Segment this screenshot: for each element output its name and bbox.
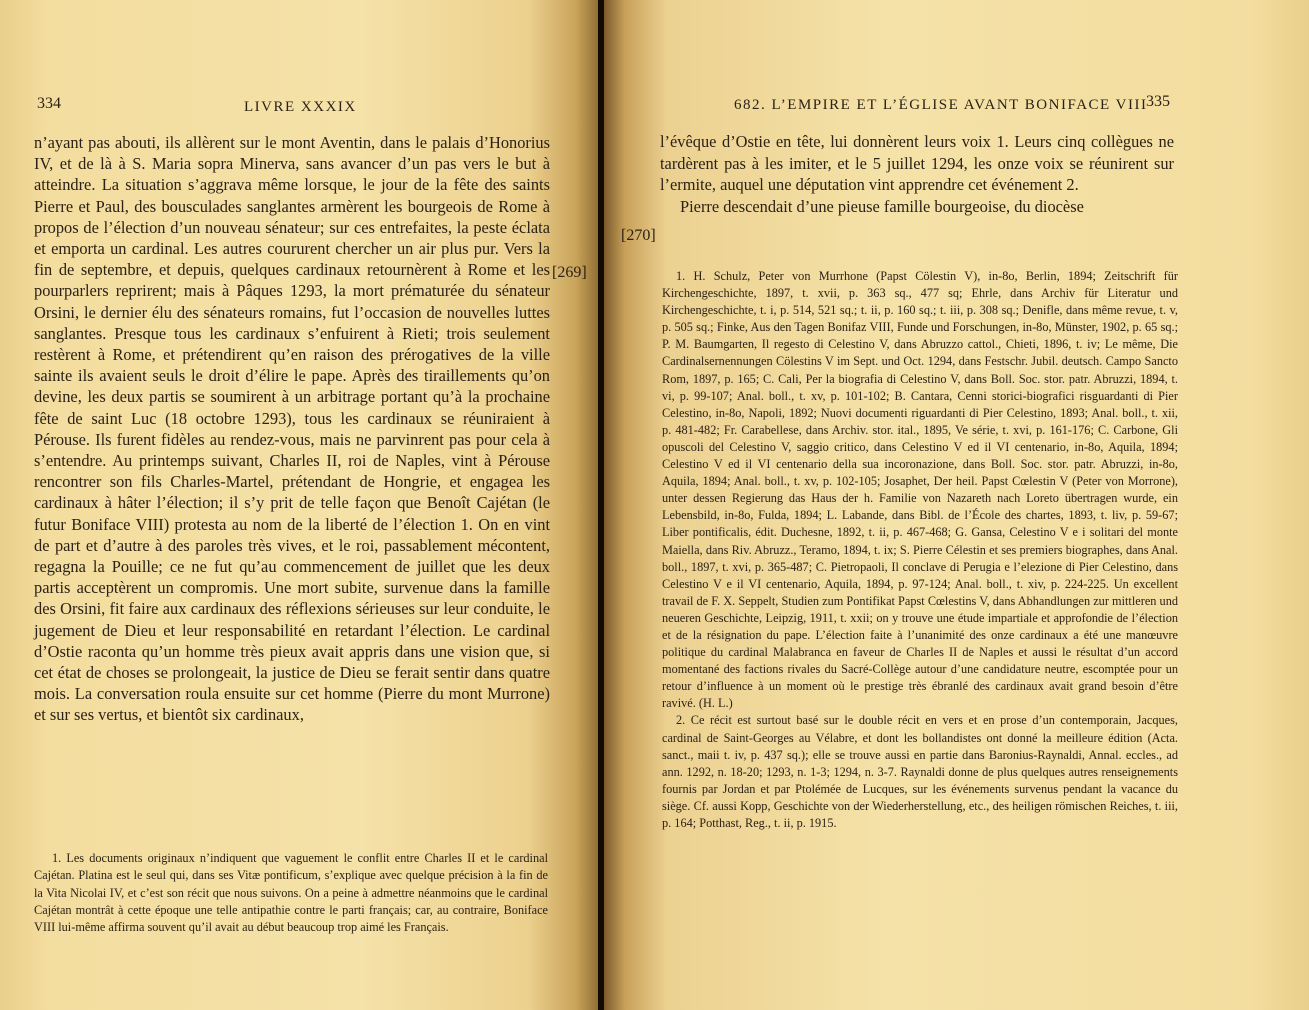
footnote: 2. Ce récit est surtout basé sur le double récit en vers et en prose d’un contemporain, Jacques, cardinal de Saint-Georges au Vélabre, et dont les bollandistes ont donné la meilleure édition (Acta. sanct., maii t. iv, p. 437 sq.); elle se trouve aussi en partie dans Baronius-Raynaldi, Annal. eccles., ad ann. 1292, n. 18-20; 1293, n. 1-3; 1294, n. 3-7. Raynaldi donne de plus quelques autres renseignements fournis par Jordan et par Ptolémée de Lucques, sur les événements survenus pendant la vacance du siège. Cf. aussi Kopp, Geschichte von der Wiederherstellung, etc., des heiligen römischen Reiches, t. iii, p. 164; Potthast, Reg., t. ii, p. 1915. [662,713,1178,830]
running-head: LIVRE XXXIX [244,99,357,115]
margin-note: [269] [552,264,587,281]
page-number: 335 [1146,93,1170,110]
body-paragraph: Pierre descendait d’une pieuse famille bourgeoise, du diocèse [680,196,1084,216]
footnote: 1. H. Schulz, Peter von Murrhone (Papst Cölestin V), in-8o, Berlin, 1894; Zeitschrift für Kirchengeschichte, 1897, t. xvii, p. 363 sq., 477 sq; Ehrle, dans Archiv für Literatur und Kirchengeschichte, t. i, p. 514, 521 sq.; t. ii, p. 160 sq.; t. iii, p. 308 sq.; Denifle, dans même revue, t. v, p. 505 sq.; Finke, Aus den Tagen Bonifaz VIII, Funde und Forschungen, in-8o, Münster, 1902, p. 65 sq.; P. M. Baumgarten, Il regesto di Celestino V, dans Abruzzo cattol., Chieti, 1896, t. iv; Le même, Die Cardinalsernennungen Cölestins V im Sept. und Oct. 1294, dans Festschr. Jubil. deutsch. Campo Sancto Rom, 1897, p. 165; C. Cali, Per la biografia di Celestino V, dans Boll. Soc. stor. patr. Abruzzi, 1894, t. vi, p. 99-107; Anal. boll., t. xv, p. 101-102; B. Cantara, Cenni storici-biografici risguardanti di Pier Celestino, in-8o, Napoli, 1892; Nuovi documenti riguardanti di Pier Celestino, 1893; Anal. boll., t. xii, p. 481-482; Fr. Carabellese, dans Archiv. stor. ital., 1895, Ve série, t. xvi, p. 161-176; C. Carbone, Gli opuscoli del Celestino V, saggio critico, dans Celestino V ed il VI centenario, in-8o, Aquila, 1894; Celestino V ed il VI centenario della sua incoronazione, dans Boll. Soc. stor. patr. Abruzzi, in-8o, Aquila, 1894; Anal. boll., t. xv, p. 102-105; Josaphet, Der heil. Papst Cœlestin V (Peter von Morrone), unter dessen Regierung das Haus der h. Familie von Nazareth nach Loreto übertragen wurde, ein Lebensbild, in-8o, Fulda, 1894; L. Labande, dans Bibl. de l’École des chartes, 1893, t. liv, p. 59-67; Liber pontificalis, édit. Duchesne, 1892, t. ii, p. 467-468; G. Gansa, Celestino V e i solitari del monte Maiella, dans Riv. Abruzz., Teramo, 1894, t. ix; S. Pierre Célestin et ses premiers biographes, dans Anal. boll., 1897, t. xvi, p. 365-487; C. Pietropaoli, Il conclave di Perugia e l’elezione di Pier Celestino, dans Celestino V e il VI centenario, Aquila, 1894, p. 97-124; Anal. boll., t. xiv, p. 224-225. Un excellent travail de F. X. Seppelt, Studien zum Pontifikat Papst Cœlestins V, dans Abhandlungen zur mittleren und neueren Geschichte, Leipzig, 1911, t. xxii; on y trouve une étude impartiale et approfondie de l’élection et de la résignation du pape. L’élection faite à l’unanimité des onze cardinaux a été une manœuvre politique du cardinal Malabranca en faveur de Charles II de Naples et aussi le résultat d’un accord momentané des factions rivales du Sacré-Collège autour d’une candidature neutre, escomptée pour un retour d’influence à un moment où le prestige très ébranlé des cardinaux avait grand besoin d’être ravivé. (H. L.) [662,269,1178,711]
body-text [660,131,1174,217]
body-paragraph: l’évêque d’Ostie en tête, lui donnèrent leurs voix 1. Leurs cinq collègues ne tardèrent pas à les imiter, et le 5 juillet 1294, les onze voix se réunirent sur l’ermite, auquel une députation vint apprendre cet événement 2. [660,132,1174,195]
running-head: 682. L’EMPIRE ET L’ÉGLISE AVANT BONIFACE VIII [734,97,1148,113]
page-number: 334 [37,95,61,112]
body-paragraph: n’ayant pas abouti, ils allèrent sur le mont Aventin, dans le palais d’Honorius IV, et de là à S. Maria sopra Minerva, sans avancer d’un pas vers le but à atteindre. La situation s’aggrava même lorsque, le jour de la fête des saints Pierre et Paul, des bousculades sanglantes armèrent les bourgeois de Rome à propos de l’élection d’un nouveau sénateur; sur ces entrefaites, la peste éclata et emporta un cardinal. Les autres coururent chercher un air plus pur. Vers la fin de septembre, et depuis, quelques cardinaux retournèrent à Rome et les pourparlers reprirent; mais à Pâques 1293, la mort prématurée du sénateur Orsini, le dernier élu des sénateurs romains, fut l’occasion de nouvelles luttes sanglantes. Presque tous les cardinaux s’enfuirent à Rieti; trois seulement restèrent à Rome, et prétendirent qu’en raison des prérogatives de la ville sainte ils avaient seuls le droit d’élire le pape. Après des tiraillements qu’on devine, les deux partis se soumirent à un arbitrage portant qu’à la prochaine fête de saint Luc (18 octobre 1293), tous les cardinaux se réuniraient à Pérouse. Ils furent fidèles au rendez-vous, mais ne parvinrent pas pour cela à s’entendre. Au printemps suivant, Charles II, roi de Naples, vint à Pérouse rencontrer son fils Charles-Martel, prétendant de Hongrie, et engagea les cardinaux à hâter l’élection; il s’y prit de telle façon que Benoît Cajétan (le futur Boniface VIII) protesta au nom de la liberté de l’élection 1. On en vint de part et d’autre à des paroles très vives, et le roi, passablement mécontent, regagna la Pouille; ce ne fut qu’au commencement de juillet que les deux partis acceptèrent un compromis. Une mort subite, survenue dans la famille des Orsini, fit faire aux cardinaux des réflexions sérieuses sur leur conduite, le jugement de Dieu et leur responsabilité en retardant l’élection. Le cardinal d’Ostie raconta qu’un homme très pieux avait appris dans une vision que, si cet état de choses se prolongeait, la justice de Dieu se ferait sentir dans quatre mois. La conversation roula ensuite sur cet homme (Pierre du mont Murrone) et sur ses vertus, et bientôt six cardinaux, [34,133,550,725]
margin-note: [270] [621,227,656,244]
footnotes [662,268,1178,832]
body-text [34,132,550,726]
footnote: 1. Les documents originaux n’indiquent que vaguement le conflit entre Charles II et le cardinal Cajétan. Platina est le seul qui, dans ses Vitæ pontificum, s’explique avec quelque précision à la fin de la Vita Nicolai IV, et c’est son récit que nous suivons. On a peine à admettre néanmoins que le cardinal Cajétan montrât à cette époque une telle antipathie contre le parti français; car, au contraire, Boniface VIII lui-même affirma souvent qu’il avait au début beaucoup trop aimé les Français. [34,851,548,935]
right-page [604,0,1309,1010]
left-page [0,0,600,1010]
